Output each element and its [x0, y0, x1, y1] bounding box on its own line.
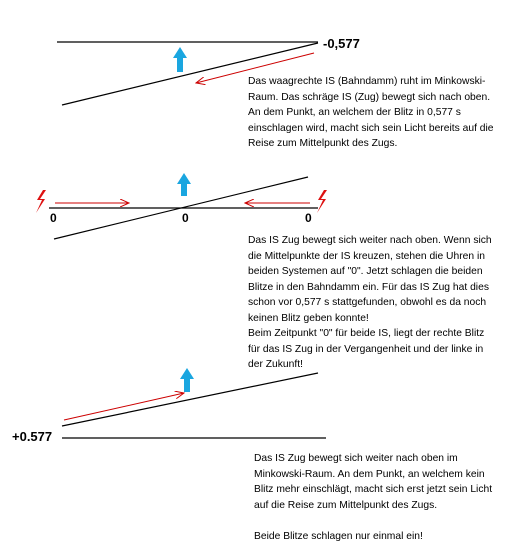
time-label-center: 0	[182, 211, 189, 225]
time-label: -0,577	[323, 36, 360, 51]
panel-2-description: Das IS Zug bewegt sich weiter nach oben. Wenn sich die Mittelpunkte der IS kreuzen, stehen die Uhren in beiden Systemen auf "0". Jetzt schlagen die beiden Blitze in den Bahndamm ein. Für das IS Zug hat dies schon vor 0,577 s stattgefunden, obwohl es da noch keinen Blitz geben konnte! Beim Zeitpunkt "0" für beide IS, liegt der rechte Blitz für das IS Zug in der Vergangenheit und der linke in der Zukunft!	[248, 235, 492, 370]
up-arrow-icon	[173, 47, 187, 72]
lightning-bolt-icon	[317, 190, 327, 213]
time-label: +0.577	[12, 429, 53, 444]
panel-3	[12, 368, 326, 444]
light-arrow	[64, 393, 184, 420]
lightning-bolt-icon	[36, 190, 46, 213]
up-arrow-icon	[177, 173, 191, 196]
time-label-left: 0	[50, 211, 57, 225]
up-arrow-icon	[180, 368, 194, 392]
panel-3-description: Das IS Zug bewegt sich weiter nach oben im Minkowski-Raum. An dem Punkt, an welchem kein Blitz mehr einschlägt, macht sich erst jetzt sein Licht auf die Reise zum Mittelpunkt des Zugs. Beide Blitze schlagen nur einmal ein!	[254, 453, 493, 542]
panel-2	[36, 173, 327, 239]
time-label-right: 0	[305, 211, 312, 225]
panel-1-description: Das waagrechte IS (Bahndamm) ruht im Minkowski- Raum. Das schräge IS (Zug) bewegt sich nach oben. An dem Punkt, an welchem der Blitz in 0,577 s einschlagen wird, macht sich sein Licht bereits auf die Reise zum Mittelpunkt des Zugs.	[248, 76, 494, 149]
